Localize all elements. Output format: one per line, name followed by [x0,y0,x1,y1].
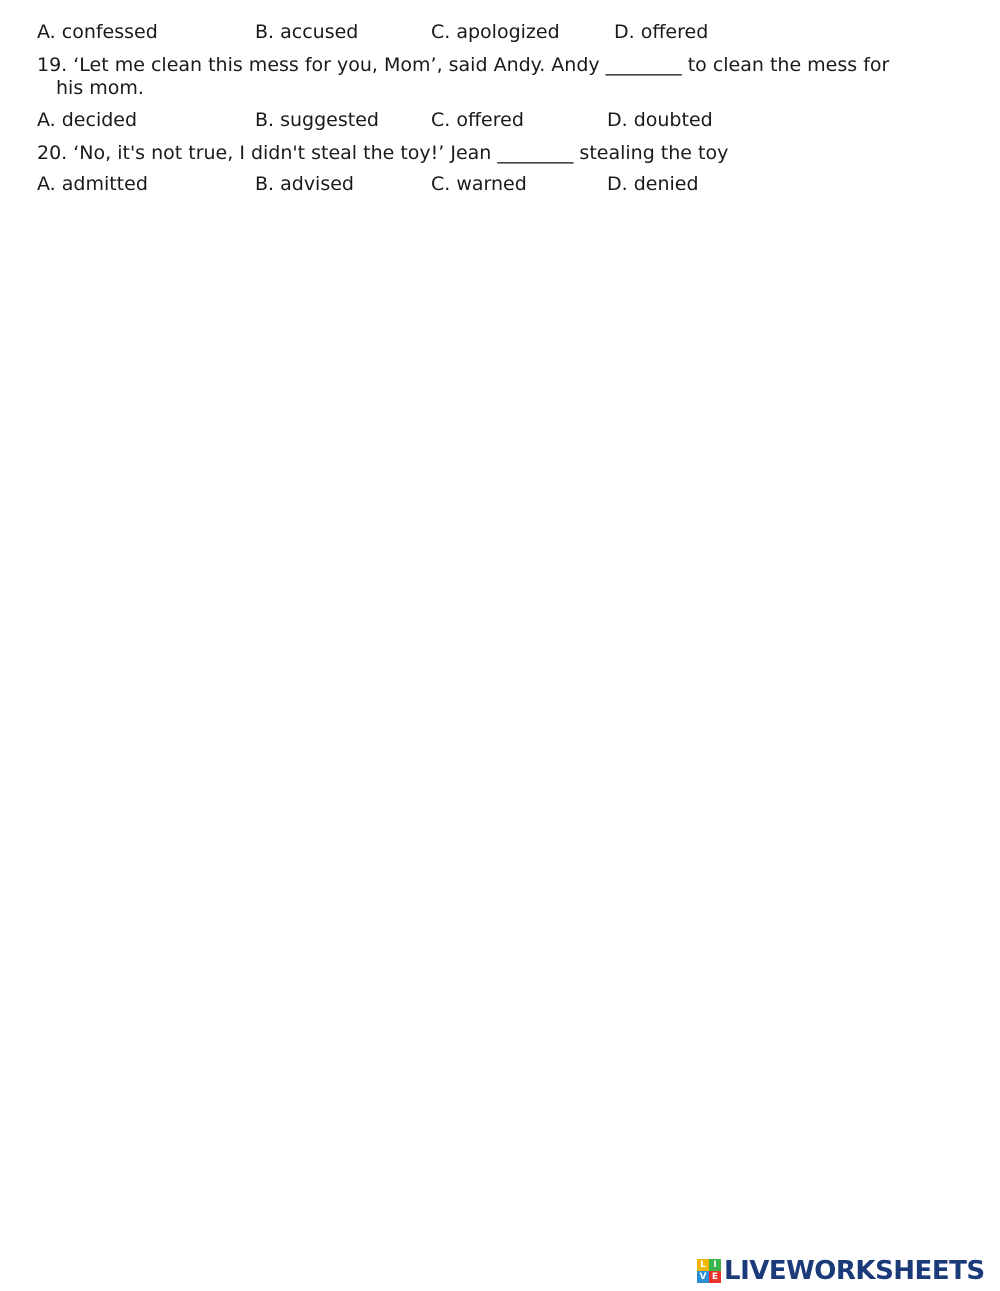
q18-option-c[interactable]: C. apologized [431,21,560,43]
q18-option-b[interactable]: B. accused [255,21,359,43]
q18-option-a[interactable]: A. confessed [37,21,158,43]
q20-option-b[interactable]: B. advised [255,173,354,195]
q19-option-c[interactable]: C. offered [431,109,524,131]
q20-option-c[interactable]: C. warned [431,173,527,195]
q19-option-d[interactable]: D. doubted [607,109,713,131]
logo-mark-letter: E [709,1271,721,1283]
q20-question-text: 20. ‘No, it's not true, I didn't steal the toy!’ Jean ________ stealing the toy [37,142,729,164]
q19-option-b[interactable]: B. suggested [255,109,379,131]
q19-question-text: 19. ‘Let me clean this mess for you, Mom’, said Andy. Andy ________ to clean the mess for [37,54,890,76]
logo-mark-letter: I [709,1259,721,1271]
q19-question-text-cont: his mom. [56,77,144,99]
logo-mark-icon [697,1259,721,1283]
q20-option-a[interactable]: A. admitted [37,173,148,195]
q20-option-d[interactable]: D. denied [607,173,699,195]
logo-text: LIVEWORKSHEETS [724,1256,985,1286]
q19-option-a[interactable]: A. decided [37,109,138,131]
q18-option-d[interactable]: D. offered [614,21,709,43]
liveworksheets-logo[interactable] [697,1257,985,1285]
logo-mark-letter: L [697,1259,709,1271]
logo-mark-letter: V [697,1271,709,1283]
